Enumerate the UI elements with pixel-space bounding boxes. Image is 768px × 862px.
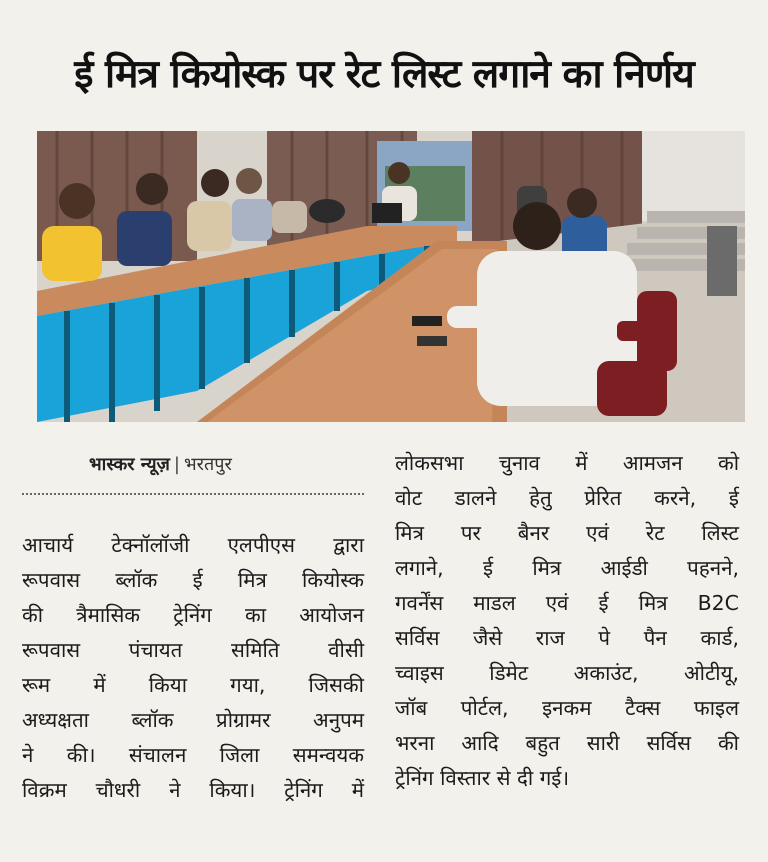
body-line: भरना आदि बहुत सारी सर्विस की [395,731,739,755]
meeting-photo-illustration [37,131,745,422]
body-line: ट्रेनिंग विस्तार से दी गई। [395,766,570,790]
body-line: गवर्नेंस माडल एवं ई मित्र B2C [395,591,739,615]
article-column-right [395,446,739,796]
body-line: च्वाइस डिमेट अकाउंट, ओटीयू, [395,661,739,685]
byline [89,452,359,476]
headline: ई मित्र कियोस्क पर रेट लिस्ट लगाने का निर्णय [74,52,694,97]
body-line: रूम में किया गया, जिसकी [22,673,364,697]
article-column-left [22,528,364,808]
body-line: लोकसभा चुनाव में आमजन को [395,451,739,475]
byline-source: भास्कर न्यूज़ [89,454,170,475]
body-line: अध्यक्षता ब्लॉक प्रोग्रामर अनुपम [22,708,364,732]
body-line: ने की। संचालन जिला समन्वयक [22,743,364,767]
body-line: जॉब पोर्टल, इनकम टैक्स फाइल [395,696,739,720]
byline-separator: | [173,454,180,475]
body-line: सर्विस जैसे राज पे पैन कार्ड, [395,626,739,650]
byline-divider [22,493,364,495]
meeting-photo [37,131,745,422]
body-line: लगाने, ई मित्र आईडी पहनने, [395,556,739,580]
body-line: मित्र पर बैनर एवं रेट लिस्ट [395,521,739,545]
byline-place: भरतपुर [183,454,232,475]
body-line: वोट डालने हेतु प्रेरित करने, ई [395,486,739,510]
body-line: रूपवास ब्लॉक ई मित्र कियोस्क [22,568,364,592]
body-line: की त्रैमासिक ट्रेनिंग का आयोजन [22,603,364,627]
body-line: रूपवास पंचायत समिति वीसी [22,638,364,662]
body-line: आचार्य टेक्नॉलॉजी एलपीएस द्वारा [22,533,364,557]
body-line: विक्रम चौधरी ने किया। ट्रेनिंग में [22,778,364,802]
